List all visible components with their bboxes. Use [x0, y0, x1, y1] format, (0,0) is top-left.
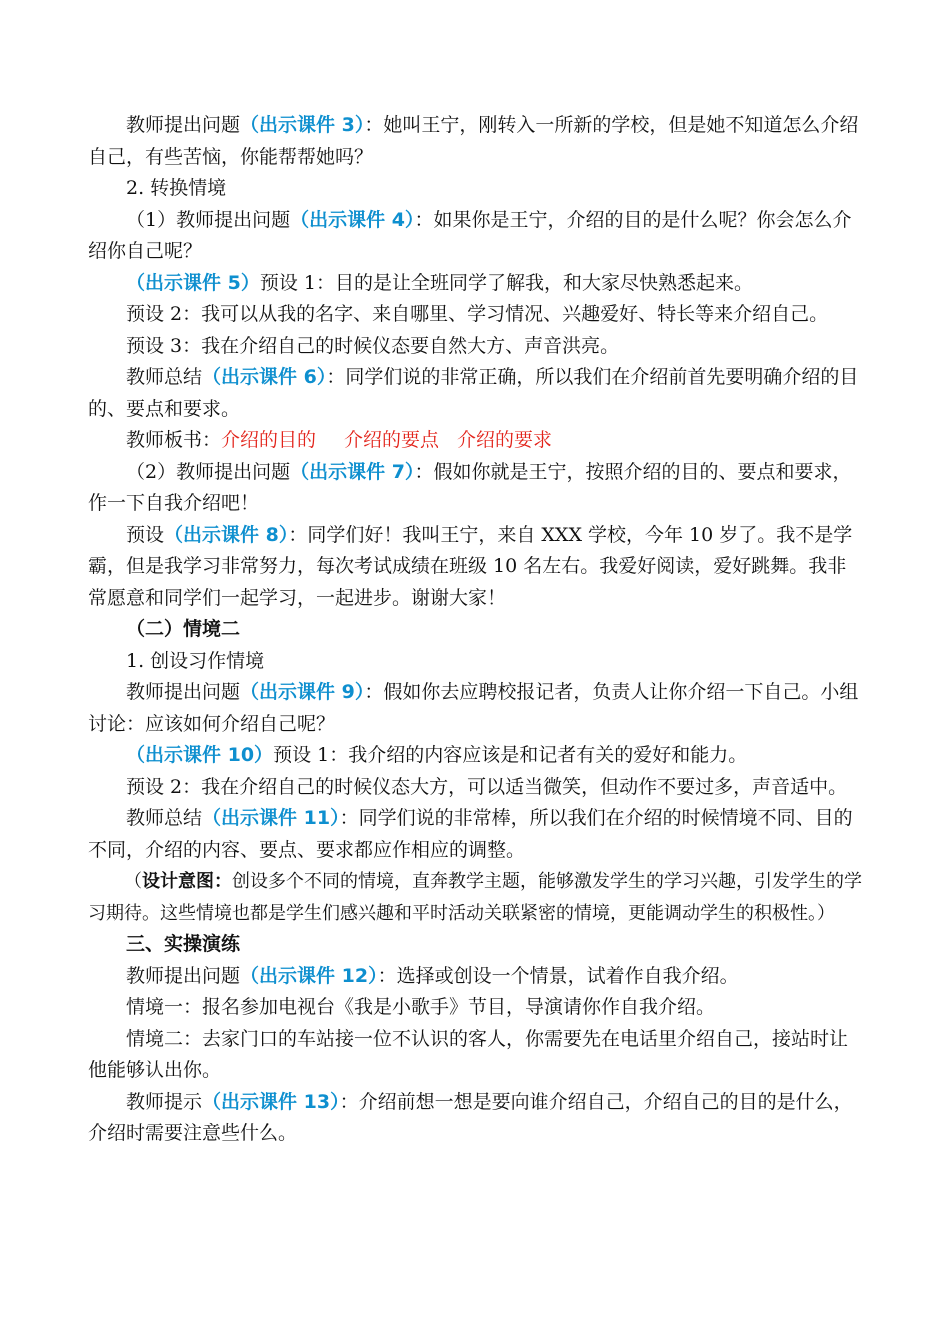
paragraph-teacher-question-2: （1）教师提出问题（出示课件 4）：如果你是王宁，介绍的目的是什么呢？你会怎么介绍你自己呢？ [88, 208, 852, 262]
paragraph-preset-2b: 预设 2：我在介绍自己的时候仪态大方，可以适当微笑，但动作不要过多，声音适中。 [126, 775, 848, 798]
courseware-ref: （出示课件 7） [290, 460, 415, 483]
courseware-ref: （出示课件 6） [202, 366, 327, 388]
paragraph-scenario-2: 情境二：去家门口的车站接一位不认识的客人，你需要先在电话里介绍自己，接站时让他能够认出你。 [88, 1027, 849, 1081]
courseware-ref: （出示课件 10） [126, 744, 274, 766]
board-item: 介绍的要求 [457, 429, 553, 451]
document-body [88, 110, 863, 1150]
board-item: 介绍的要点 [344, 429, 440, 451]
design-intent-note: （设计意图：创设多个不同的情境，直奔教学主题，能够激发学生的学习兴趣，引发学生的学习期待。这些情境也都是学生们感兴趣和平时活动关联紧密的情境，更能调动学生的积极性。） [88, 871, 862, 924]
section-heading-scenario-2: （二）情境二 [126, 618, 241, 640]
paragraph-blackboard: 教师板书：介绍的目的 介绍的要点 介绍的要求 [126, 429, 553, 451]
courseware-ref: （出示课件 12） [240, 964, 378, 987]
board-item: 介绍的目的 [221, 429, 317, 451]
paragraph-teacher-question-1: 教师提出问题（出示课件 3）：她叫王宁，刚转入一所新的学校，但是她不知道怎么介绍自己，有些苦恼，你能帮帮她吗？ [88, 114, 859, 168]
paragraph-preset-intro: 预设（出示课件 8）：同学们好！我叫王宁，来自 XXX 学校，今年 10 岁了。我不是学霸，但是我学习非常努力，每次考试成绩在班级 10 名左右。我爱好阅读，爱好跳舞。我非常愿意和同学们一起学习，一起进步。谢谢大家！ [88, 523, 853, 609]
step-heading: 2. 转换情境 [126, 177, 227, 199]
courseware-ref: （出示课件 5） [126, 271, 260, 294]
courseware-ref: （出示课件 4） [290, 208, 415, 231]
paragraph-teacher-question-5: 教师提出问题（出示课件 12）：选择或创设一个情景，试着作自我介绍。 [126, 964, 739, 987]
paragraph-preset-1b: （出示课件 10）预设 1：我介绍的内容应该是和记者有关的爱好和能力。 [126, 744, 748, 766]
paragraph-teacher-summary-1: 教师总结（出示课件 6）：同学们说的非常正确，所以我们在介绍前首先要明确介绍的目的、要点和要求。 [88, 366, 859, 420]
design-intent-label: 设计意图： [142, 871, 232, 892]
section-heading-practice: 三、实操演练 [126, 933, 241, 955]
courseware-ref: （出示课件 8） [164, 523, 289, 546]
courseware-ref: （出示课件 13） [202, 1090, 340, 1113]
paragraph-preset-1: （出示课件 5）预设 1：目的是让全班同学了解我，和大家尽快熟悉起来。 [126, 271, 753, 294]
paragraph-teacher-summary-2: 教师总结（出示课件 11）：同学们说的非常棒，所以我们在介绍的时候情境不同、目的不同，介绍的内容、要点、要求都应作相应的调整。 [88, 807, 853, 861]
courseware-ref: （出示课件 11） [202, 807, 340, 829]
step-heading: 1. 创设习作情境 [126, 649, 265, 672]
courseware-ref: （出示课件 3） [240, 114, 365, 136]
paragraph-teacher-question-3: （2）教师提出问题（出示课件 7）：假如你就是王宁，按照介绍的目的、要点和要求，作一下自我介绍吧！ [88, 460, 852, 514]
courseware-ref: （出示课件 9） [240, 681, 365, 703]
paragraph-teacher-question-4: 教师提出问题（出示课件 9）：假如你去应聘校报记者，负责人让你介绍一下自己。小组讨论：应该如何介绍自己呢？ [88, 681, 859, 735]
paragraph-scenario-1: 情境一：报名参加电视台《我是小歌手》节目，导演请你作自我介绍。 [126, 996, 716, 1018]
paragraph-preset-2: 预设 2：我可以从我的名字、来自哪里、学习情况、兴趣爱好、特长等来介绍自己。 [126, 303, 829, 325]
paragraph-teacher-hint: 教师提示（出示课件 13）：介绍前想一想是要向谁介绍自己，介绍自己的目的是什么，介绍时需要注意些什么。 [88, 1090, 853, 1144]
paragraph-preset-3: 预设 3：我在介绍自己的时候仪态要自然大方、声音洪亮。 [126, 334, 620, 357]
